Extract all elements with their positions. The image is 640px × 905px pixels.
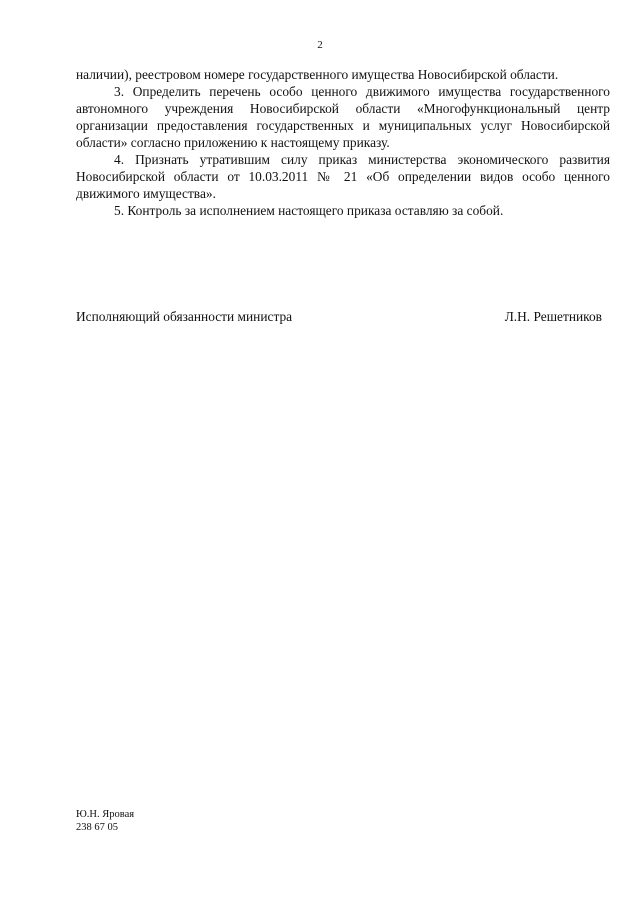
signatory-name: Л.Н. Решетников [504, 309, 602, 324]
executor-name: Ю.Н. Яровая [76, 809, 135, 820]
executor-footer [76, 808, 134, 834]
paragraph-continuation: наличии), реестровом номере государственного имущества Новосибирской области. [76, 67, 559, 82]
paragraph-item-5: 5. Контроль за исполнением настоящего приказа оставляю за собой. [114, 203, 504, 218]
signature-block [76, 308, 602, 325]
executor-phone: 238 67 05 [76, 822, 118, 833]
signatory-position: Исполняющий обязанности министра [76, 309, 293, 324]
document-body [76, 66, 610, 219]
paragraph-item-3: 3. Определить перечень особо ценного движимого имущества государственного автономного учреждения Новосибирской области «Многофункциональный центр организации предоставления государственных и муниципальных услуг Новосибирской области» согласно приложению к настоящему приказу. [76, 84, 610, 150]
paragraph-item-4: 4. Признать утратившим силу приказ министерства экономического развития Новосибирской области от 10.03.2011 № 21 «Об определении видов особо ценного движимого имущества». [76, 152, 610, 201]
page-number: 2 [317, 39, 323, 51]
